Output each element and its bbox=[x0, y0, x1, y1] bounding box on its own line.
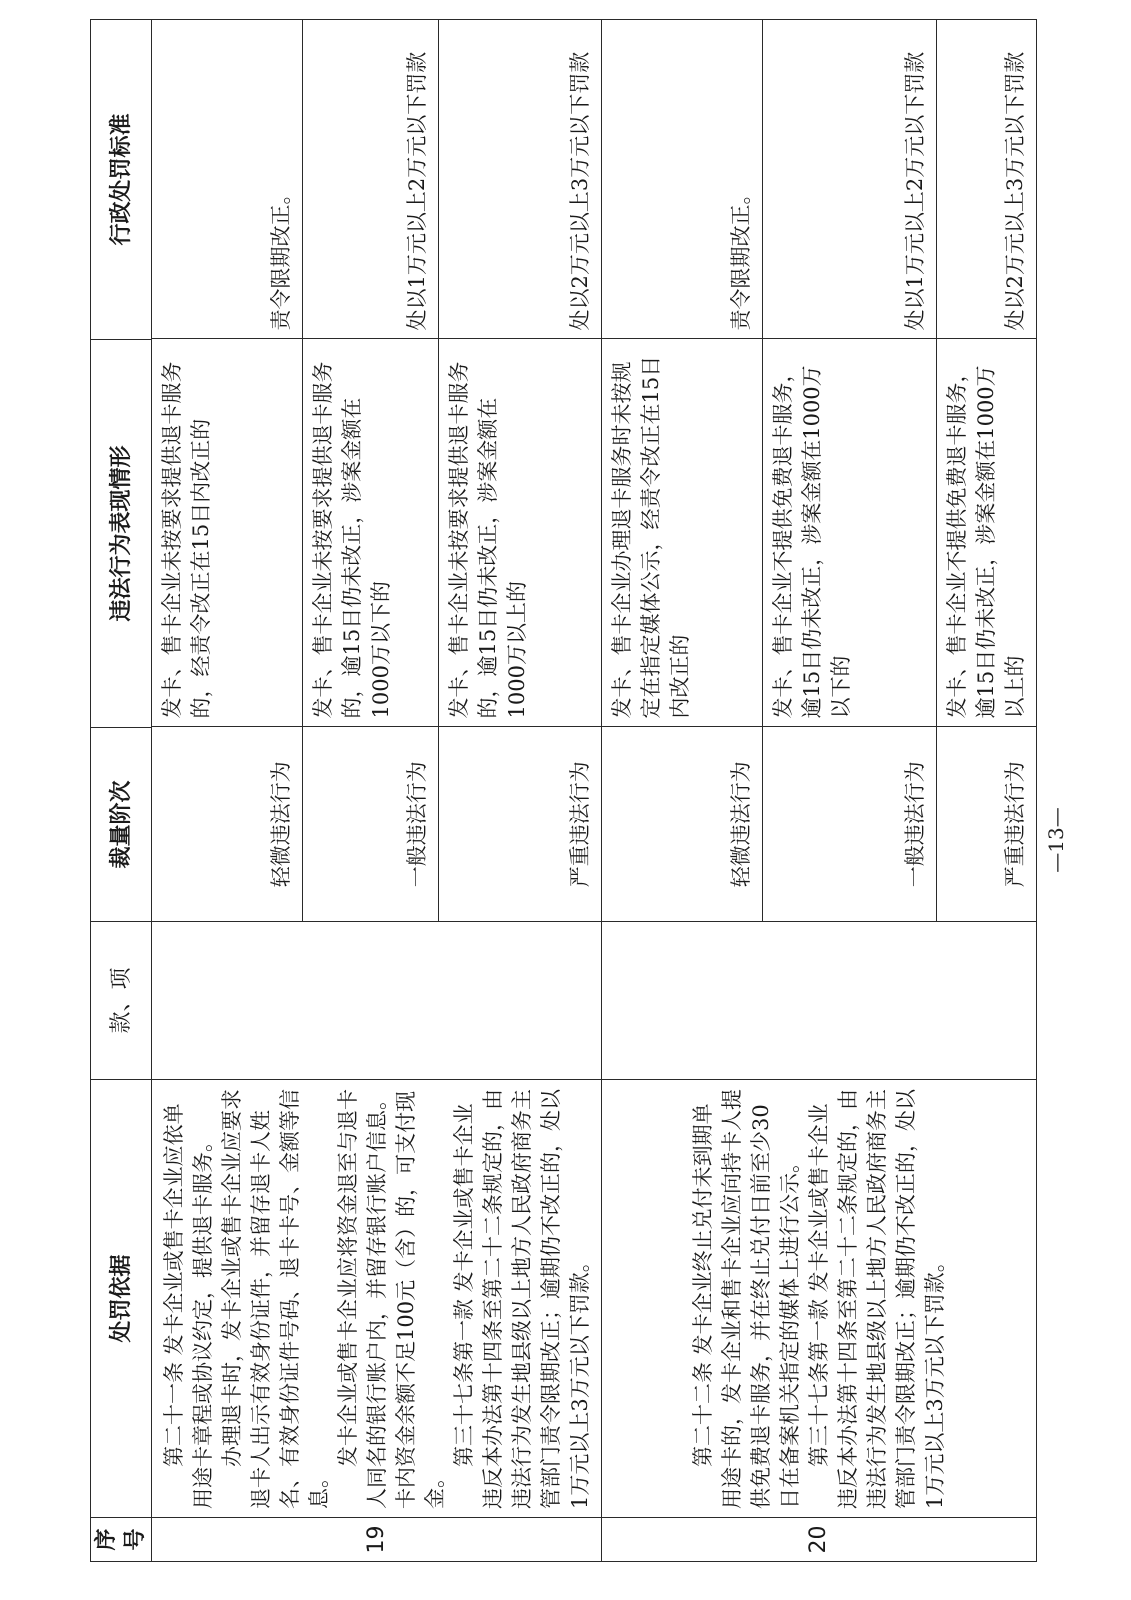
level-label: 轻微违法行为 bbox=[268, 761, 293, 888]
header-level: 裁量阶次 bbox=[91, 728, 152, 922]
discretion-levels-cell bbox=[602, 20, 1037, 922]
standard-text: 处以1万元以上2万元以下罚款 bbox=[302, 19, 438, 339]
header-basis: 处罚依据 bbox=[91, 1080, 152, 1518]
basis-paragraph: 第三十七条第一款 发卡企业或售卡企业违反本办法第十四条至第二十二条规定的，由违法行为发生地县级以上地方人民政府商务主管部门责令限期改正；逾期仍不改正的，处以1万元以上3万元以下罚款。 bbox=[807, 1089, 948, 1509]
level-row bbox=[438, 19, 601, 921]
situation-text: 发卡、售卡企业未按要求提供退卡服务的，逾15日仍未改正，涉案金额在1000万以上的 bbox=[438, 339, 601, 727]
level-label: 轻微违法行为 bbox=[728, 761, 753, 888]
row-seq-number: 19 bbox=[152, 1518, 602, 1562]
standard-text: 处以2万元以上3万元以下罚款 bbox=[438, 19, 601, 339]
situation-text: 发卡、售卡企业不提供免费退卡服务，逾15日仍未改正，涉案金额在1000万以上的 bbox=[936, 339, 1036, 727]
level-label: 严重违法行为 bbox=[936, 727, 1036, 921]
level-row bbox=[302, 19, 438, 921]
basis-paragraph: 第二十一条 发卡企业或售卡企业应依单用途卡章程或协议约定，提供退卡服务。 bbox=[162, 1103, 215, 1509]
header-situation: 违法行为表现情形 bbox=[91, 340, 152, 728]
page-number bbox=[1041, 780, 1071, 900]
penalty-standards-table bbox=[90, 19, 1037, 1562]
discretion-levels-cell bbox=[152, 20, 602, 922]
penalty-basis-cell bbox=[152, 1080, 602, 1518]
clause-cell bbox=[602, 922, 1037, 1080]
table-header-row bbox=[91, 20, 152, 1562]
situation-text: 发卡、售卡企业未按要求提供退卡服务的，经责令改正在15日内改正的 bbox=[152, 339, 302, 727]
table-row bbox=[602, 20, 1037, 1562]
situation-text: 发卡、售卡企业办理退卡服务时未按规定在指定媒体公示，经责令改正在15日内改正的 bbox=[602, 339, 762, 727]
penalty-basis-cell bbox=[602, 1080, 1037, 1518]
level-label: 严重违法行为 bbox=[438, 727, 601, 921]
level-row bbox=[762, 19, 936, 921]
level-label: 一般违法行为 bbox=[762, 727, 936, 921]
header-standard: 行政处罚标准 bbox=[91, 20, 152, 340]
basis-paragraph: 发卡企业或售卡企业应将资金退至与退卡人同名的银行账户内，并留存银行账户信息。卡内资金余额不足100元（含）的，可支付现金。 bbox=[336, 1089, 447, 1509]
header-clause: 款、项 bbox=[91, 922, 152, 1080]
basis-paragraph: 办理退卡时，发卡企业或售卡企业应要求退卡人出示有效身份证件，并留存退卡人姓名、有效身份证件号码、退卡卡号、金额等信息。 bbox=[220, 1089, 331, 1509]
standard-text: 责令限期改正。 bbox=[152, 19, 302, 339]
standard-text: 责令限期改正。 bbox=[602, 19, 762, 339]
situation-text: 发卡、售卡企业未按要求提供退卡服务的，逾15日仍未改正，涉案金额在1000万以下的 bbox=[302, 339, 438, 727]
discretion-subtable bbox=[602, 19, 1036, 921]
basis-paragraph: 第二十二条 发卡企业终止兑付未到期单用途卡的，发卡企业和售卡企业应向持卡人提供免费退卡服务，并在终止兑付日前至少30日在备案机关指定的媒体上进行公示。 bbox=[691, 1089, 803, 1509]
level-row bbox=[152, 19, 302, 921]
level-row bbox=[936, 19, 1036, 921]
clause-cell bbox=[152, 922, 602, 1080]
standard-text: 处以2万元以上3万元以下罚款 bbox=[936, 19, 1036, 339]
discretion-subtable bbox=[152, 19, 601, 921]
row-seq-number: 20 bbox=[602, 1518, 1037, 1562]
standard-text: 处以1万元以上2万元以下罚款 bbox=[762, 19, 936, 339]
level-row bbox=[602, 19, 762, 921]
table-row bbox=[152, 20, 602, 1562]
level-label: 一般违法行为 bbox=[302, 727, 438, 921]
basis-paragraph: 第三十七条第一款 发卡企业或售卡企业违反本办法第十四条至第二十二条规定的，由违法行为发生地县级以上地方人民政府商务主管部门责令限期改正；逾期仍不改正的，处以1万元以上3万元以下罚款。 bbox=[452, 1089, 592, 1509]
rotated-page bbox=[90, 20, 1027, 1562]
header-seq: 序号 bbox=[91, 1518, 152, 1562]
situation-text: 发卡、售卡企业不提供免费退卡服务，逾15日仍未改正，涉案金额在1000万以下的 bbox=[762, 339, 936, 727]
page-number-text: —13— bbox=[1044, 807, 1068, 873]
